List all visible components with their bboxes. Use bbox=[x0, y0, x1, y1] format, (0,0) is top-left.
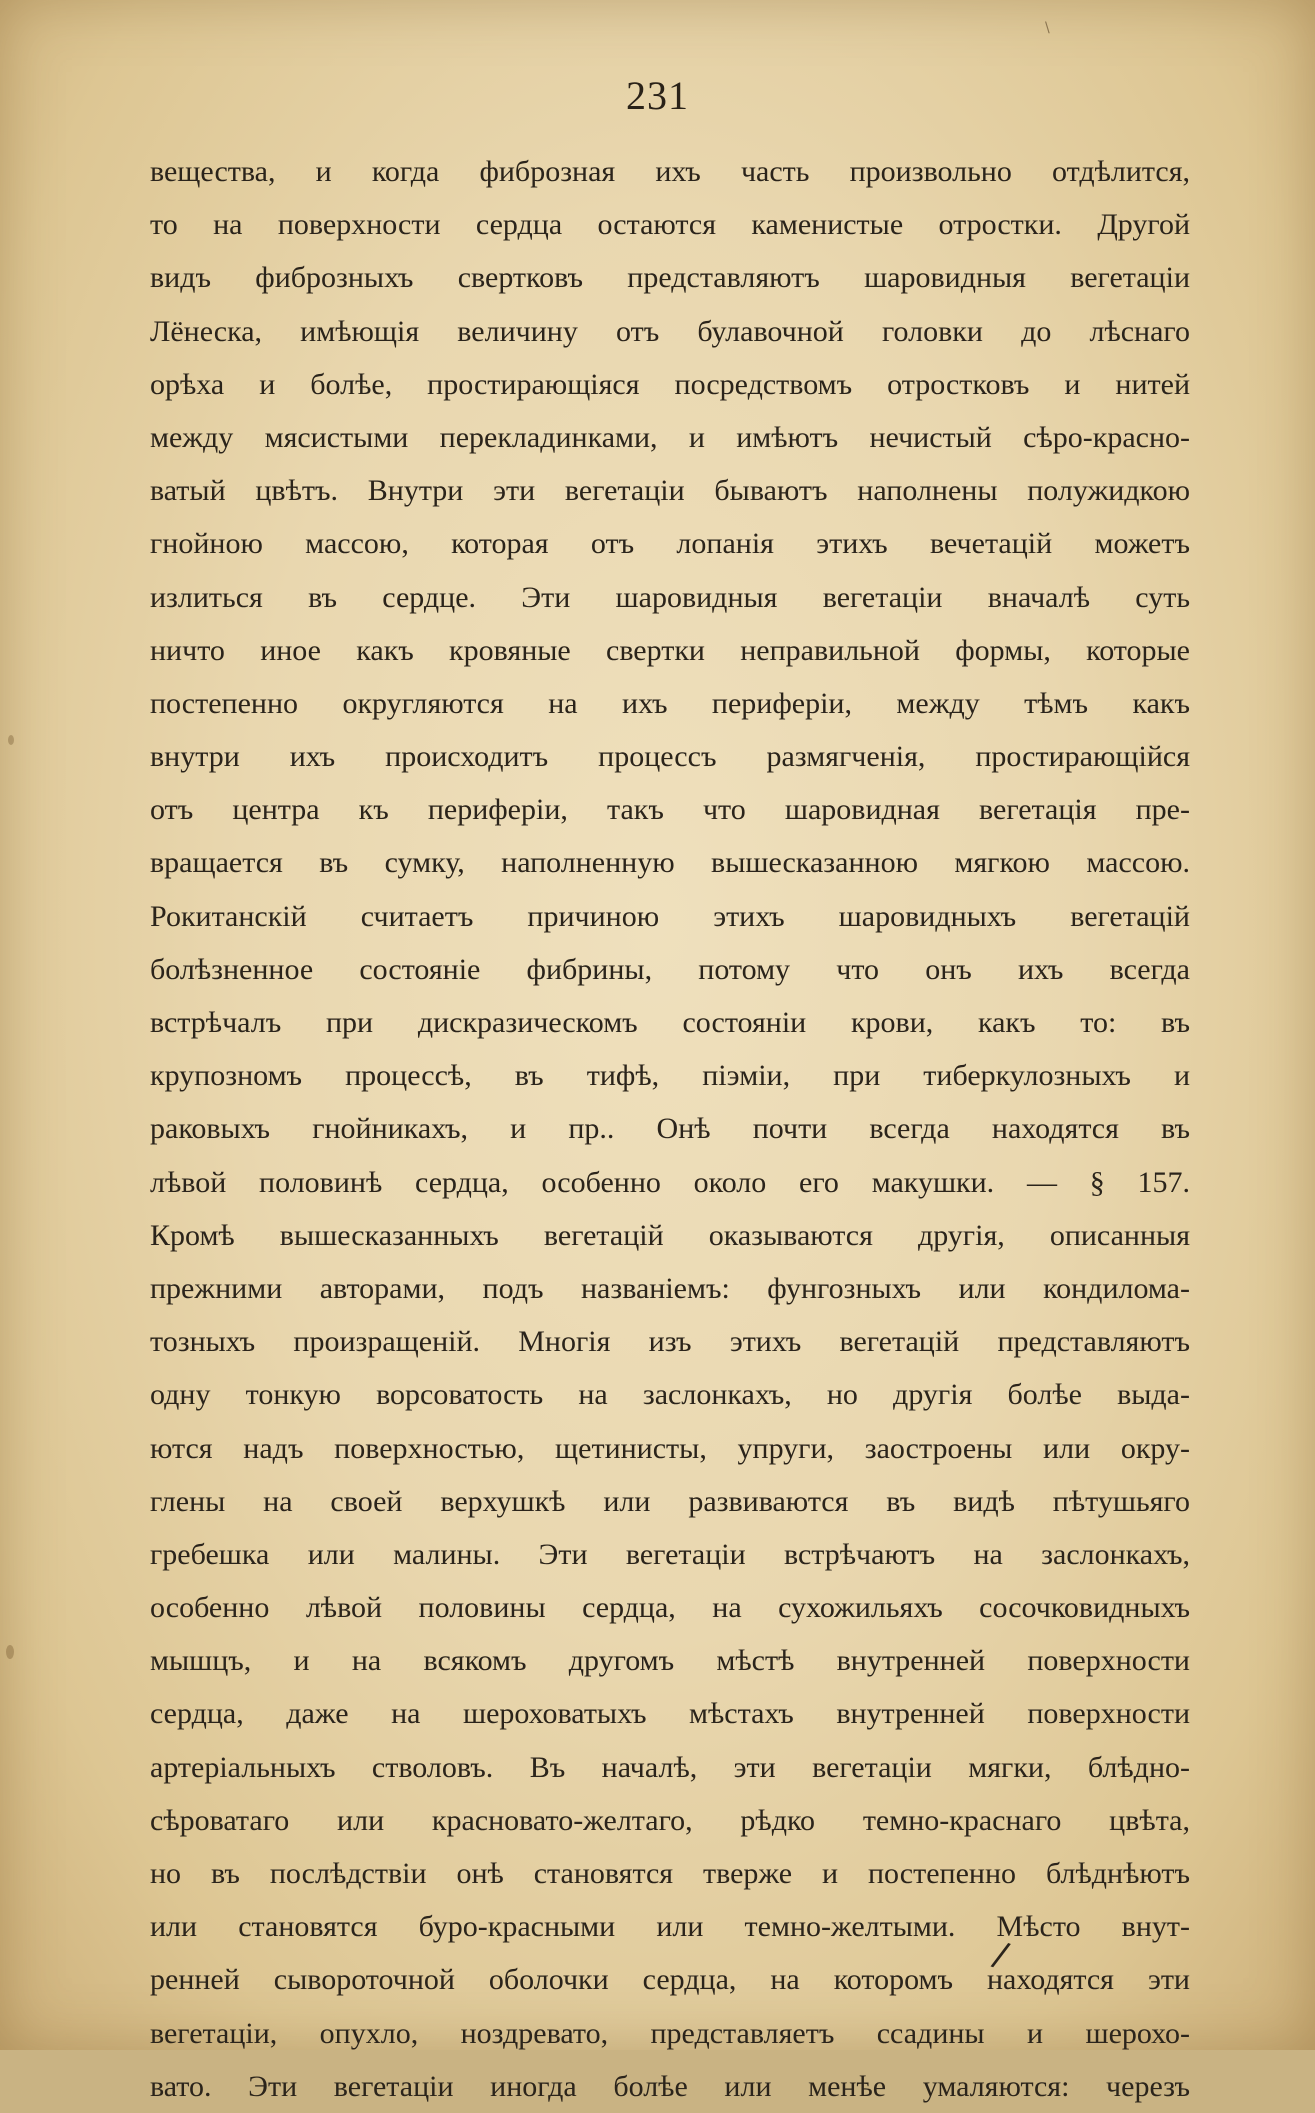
text-line-1: вещества, и когда фиброзная ихъ часть произвольно отдѣлится, bbox=[150, 155, 1190, 188]
page-number: 231 bbox=[626, 73, 689, 118]
text-line-17: встрѣчалъ при дискразическомъ состояніи крови, какъ то: въ bbox=[150, 1006, 1190, 1039]
text-line-23: тозныхъ произращеній. Многія изъ этихъ вегетацій представляютъ bbox=[150, 1325, 1190, 1359]
text-line-32: сѣроватаго или красновато-желтаго, рѣдко темно-краснаго цвѣта, bbox=[150, 1803, 1190, 1837]
text-line-19: раковыхъ гнойникахъ, и пр.. Онѣ почти всегда находятся въ bbox=[150, 1112, 1190, 1146]
text-line-25: ются надъ поверхностью, щетинисты, упруги, заостроены или окру- bbox=[150, 1431, 1190, 1465]
text-line-30: сердца, даже на шероховатыхъ мѣстахъ внутренней поверхности bbox=[150, 1697, 1190, 1731]
text-line-20: лѣвой половинѣ сердца, особенно около его макушки. — § 157. bbox=[150, 1165, 1190, 1199]
paper-mark: \ bbox=[1045, 20, 1050, 36]
body-text bbox=[150, 145, 1190, 2113]
text-line-2: то на поверхности сердца остаются каменистые отростки. Другой bbox=[150, 208, 1190, 242]
text-line-13: отъ центра къ периферіи, такъ что шаровидная вегетація пре- bbox=[150, 793, 1190, 827]
text-line-11: постепенно округляются на ихъ периферіи, между тѣмъ какъ bbox=[150, 686, 1190, 720]
text-line-15: Рокитанскій считаетъ причиною этихъ шаровидныхъ вегетацій bbox=[150, 899, 1190, 933]
text-line-37: вато. Эти вегетаціи иногда болѣе или менѣе умаляются: черезъ bbox=[150, 2069, 1190, 2103]
text-line-34: или становятся буро-красными или темно-желтыми. Мѣсто внут- bbox=[150, 1910, 1190, 1944]
text-line-12: внутри ихъ происходитъ процессъ размягченія, простирающійся bbox=[150, 740, 1190, 774]
text-line-36: вегетаціи, опухло, ноздревато, представляетъ ссадины и шерохо- bbox=[150, 2016, 1190, 2050]
text-line-18: крупозномъ процессѣ, въ тифѣ, піэміи, при тиберкулозныхъ и bbox=[150, 1059, 1190, 1093]
text-line-8: гнойною массою, которая отъ лопанія этихъ вечетацій можетъ bbox=[150, 527, 1190, 561]
text-line-27: гребешка или малины. Эти вегетаціи встрѣчаютъ на заслонкахъ, bbox=[150, 1537, 1190, 1571]
text-line-35: ренней сывороточной оболочки сердца, на которомъ находятся эти bbox=[150, 1963, 1190, 1997]
text-line-4: Лёнеска, имѣющія величину отъ булавочной головки до лѣснаго bbox=[150, 314, 1190, 348]
text-line-6: между мясистыми перекладинками, и имѣютъ нечистый сѣро-красно- bbox=[150, 420, 1190, 454]
text-line-14: вращается въ сумку, наполненную вышесказанною мягкою массою. bbox=[150, 846, 1190, 880]
text-line-33: но въ послѣдствіи онѣ становятся тверже и постепенно блѣднѣютъ bbox=[150, 1857, 1190, 1890]
text-line-29: мышцъ, и на всякомъ другомъ мѣстѣ внутренней поверхности bbox=[150, 1644, 1190, 1678]
text-line-16: болѣзненное состояніе фибрины, потому что онъ ихъ всегда bbox=[150, 952, 1190, 986]
text-line-3: видъ фиброзныхъ свертковъ представляютъ шаровидныя вегетаціи bbox=[150, 261, 1190, 295]
text-line-24: одну тонкую ворсоватость на заслонкахъ, но другія болѣе выда- bbox=[150, 1378, 1190, 1412]
text-line-28: особенно лѣвой половины сердца, на сухожильяхъ сосочковидныхъ bbox=[150, 1591, 1190, 1625]
text-line-7: ватый цвѣтъ. Внутри эти вегетаціи бываютъ наполнены полужидкою bbox=[150, 474, 1190, 508]
text-line-26: глены на своей верхушкѣ или развиваются въ видѣ пѣтушьяго bbox=[150, 1484, 1190, 1518]
text-line-5: орѣха и болѣе, простирающіяся посредствомъ отростковъ и нитей bbox=[150, 367, 1190, 401]
ink-stroke-mark: / bbox=[988, 1934, 1013, 1976]
text-line-9: излиться въ сердце. Эти шаровидныя вегетаціи вначалѣ суть bbox=[150, 580, 1190, 614]
text-line-21: Кромѣ вышесказанныхъ вегетацій оказываются другія, описанныя bbox=[150, 1218, 1190, 1252]
text-line-22: прежними авторами, подъ названіемъ: фунгозныхъ или кондилома- bbox=[150, 1271, 1190, 1305]
text-line-10: ничто иное какъ кровяные свертки неправильной формы, которые bbox=[150, 633, 1190, 667]
paper-speck bbox=[6, 1645, 14, 1659]
text-line-31: артеріальныхъ стволовъ. Въ началѣ, эти вегетаціи мягки, блѣдно- bbox=[150, 1750, 1190, 1784]
paper-speck bbox=[8, 735, 14, 745]
